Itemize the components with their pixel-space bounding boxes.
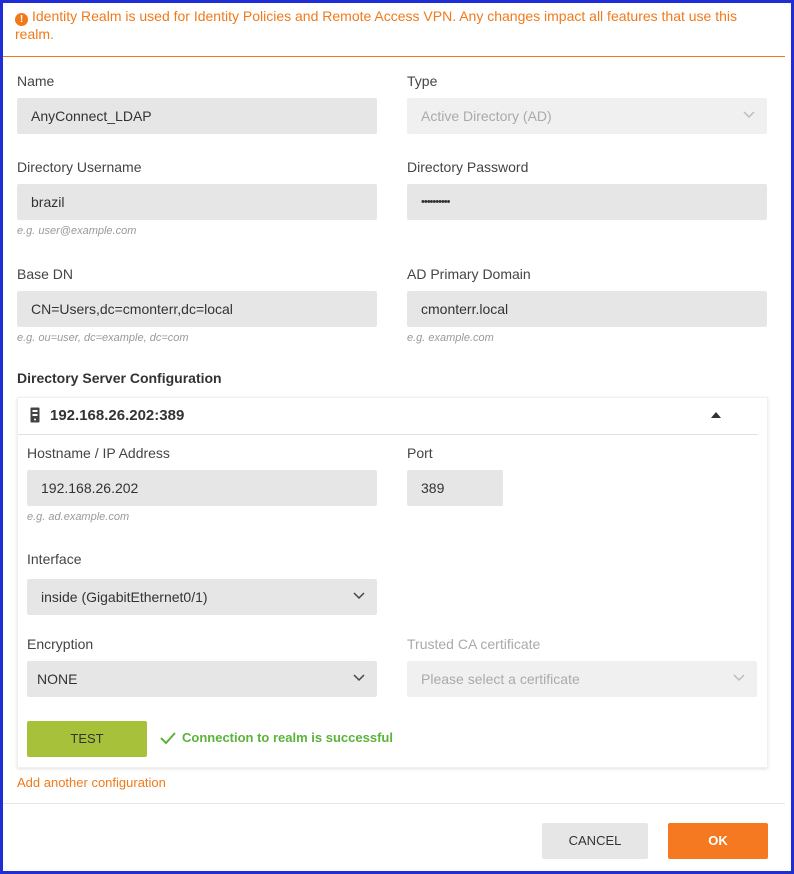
port-field[interactable]: 389	[407, 470, 503, 506]
encryption-label: Encryption	[27, 636, 94, 652]
footer-divider	[3, 803, 785, 804]
name-field[interactable]: AnyConnect_LDAP	[17, 98, 377, 134]
base-dn-field[interactable]: CN=Users,dc=cmonterr,dc=local	[17, 291, 377, 327]
hostname-field[interactable]: 192.168.26.202	[27, 470, 377, 506]
encryption-value: NONE	[37, 671, 78, 687]
trusted-ca-placeholder: Please select a certificate	[421, 671, 580, 687]
ok-button[interactable]: OK	[668, 823, 768, 859]
encryption-select[interactable]	[27, 661, 377, 697]
type-label: Type	[407, 73, 438, 89]
chevron-down-icon	[353, 661, 365, 682]
server-config-header[interactable]	[18, 398, 758, 435]
server-title: 192.168.26.202:389	[50, 407, 185, 424]
checkmark-icon	[160, 732, 176, 744]
directory-username-label: Directory Username	[17, 159, 142, 175]
warning-text: Identity Realm is used for Identity Policies and Remote Access VPN. Any changes impact all features that use this realm.	[15, 8, 738, 42]
hostname-hint: e.g. ad.example.com	[27, 511, 130, 523]
directory-username-hint: e.g. user@example.com	[17, 225, 137, 237]
server-icon	[30, 407, 40, 423]
add-another-configuration-link[interactable]: Add another configuration	[17, 775, 166, 790]
ad-primary-domain-label: AD Primary Domain	[407, 266, 531, 282]
interface-label: Interface	[27, 551, 82, 567]
base-dn-label: Base DN	[17, 266, 74, 282]
directory-password-field[interactable]: ••••••••••	[407, 184, 767, 220]
trusted-ca-label: Trusted CA certificate	[407, 636, 541, 652]
type-select	[407, 98, 767, 134]
port-label: Port	[407, 445, 433, 461]
ad-primary-domain-hint: e.g. example.com	[407, 332, 494, 344]
exclamation-circle-icon: !	[15, 13, 28, 26]
chevron-down-icon	[743, 98, 755, 119]
connection-status-text: Connection to realm is successful	[182, 730, 393, 745]
ad-primary-domain-field[interactable]: cmonterr.local	[407, 291, 767, 327]
base-dn-hint: e.g. ou=user, dc=example, dc=com	[17, 332, 189, 344]
trusted-ca-select	[407, 661, 757, 697]
directory-password-label: Directory Password	[407, 159, 529, 175]
test-button[interactable]: TEST	[27, 721, 147, 757]
name-label: Name	[17, 73, 55, 89]
chevron-down-icon	[733, 661, 745, 682]
hostname-label: Hostname / IP Address	[27, 445, 170, 461]
type-value: Active Directory (AD)	[421, 108, 552, 124]
interface-select[interactable]	[27, 579, 377, 615]
warning-banner	[3, 3, 785, 57]
directory-username-field[interactable]: brazil	[17, 184, 377, 220]
directory-server-config-title: Directory Server Configuration	[17, 370, 222, 386]
chevron-down-icon	[353, 579, 365, 600]
connection-status	[160, 730, 393, 745]
cancel-button[interactable]: CANCEL	[542, 823, 648, 859]
caret-up-icon[interactable]	[711, 412, 721, 418]
interface-value: inside (GigabitEthernet0/1)	[41, 589, 208, 605]
